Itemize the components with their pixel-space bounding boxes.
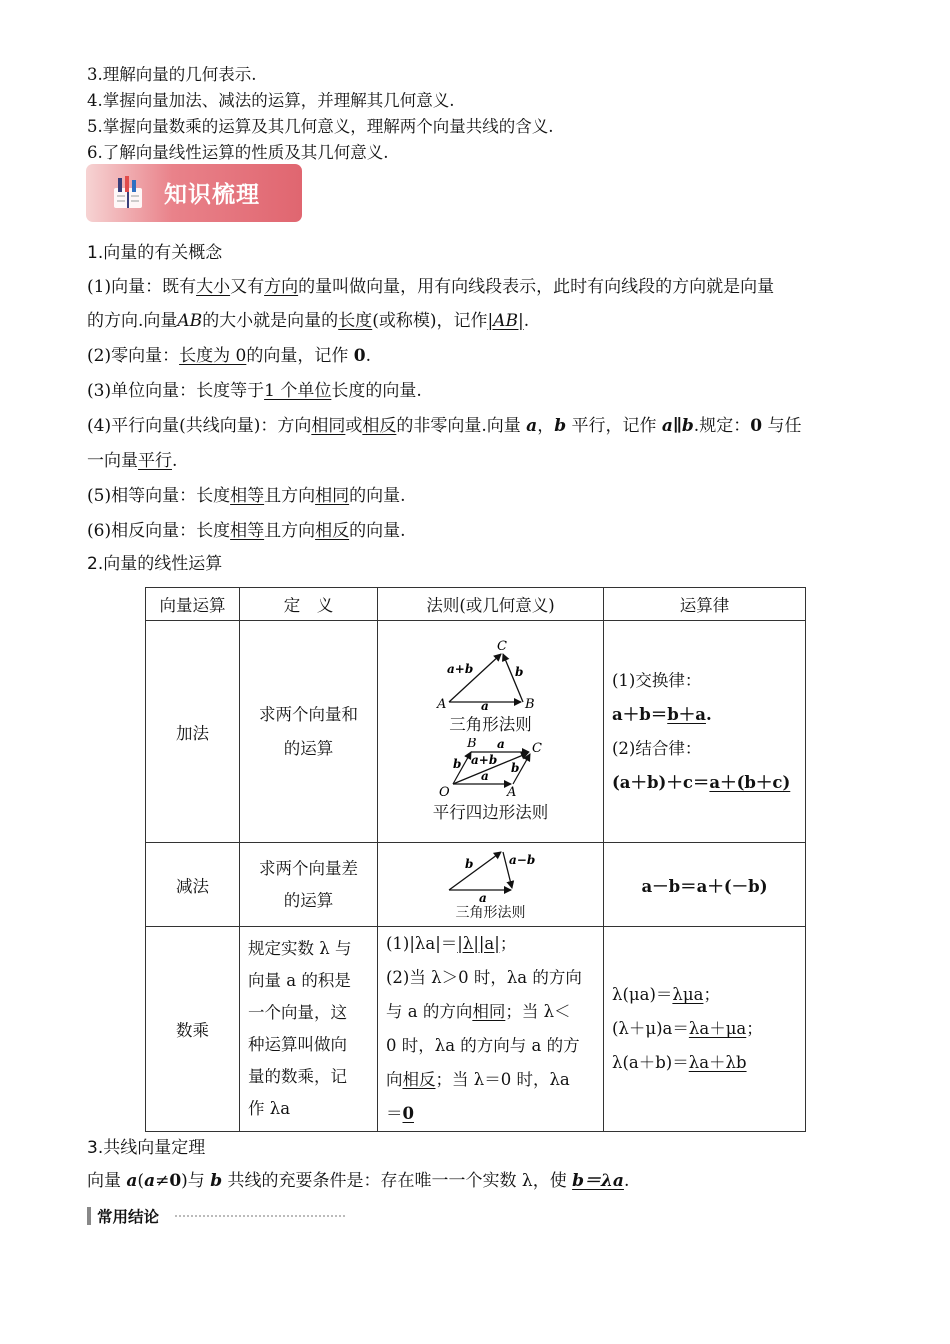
header-law: 运算律 (604, 588, 806, 621)
para-label-a-bottom: a (480, 768, 489, 783)
objective-3: 3.理解向量的几何表示. (87, 65, 257, 84)
subtraction-diagram (441, 848, 541, 904)
sub-label-a: a (478, 890, 487, 904)
tri-label-B: B (524, 696, 535, 712)
header-definition: 定 义 (240, 588, 378, 621)
law-sub: a－b＝a＋(－b) (604, 843, 806, 927)
rule-sub (378, 843, 604, 927)
concept-equal-vector: (5)相等向量：长度相等且方向相同的向量. (87, 486, 406, 506)
para-label-O: O (438, 784, 450, 800)
para-label-b-right: b (510, 760, 519, 775)
section1-heading: 1.向量的有关概念 (87, 243, 223, 263)
para-label-b-left: b (452, 756, 461, 771)
rule-add-parallelogram-label: 平行四边形法则 (432, 802, 549, 822)
para-label-B: B (466, 737, 477, 751)
tri-label-ab: a+b (446, 661, 473, 676)
book-icon (108, 174, 148, 214)
concept-zero-vector: (2)零向量：长度为 0的向量，记作 0. (87, 346, 371, 366)
def-add: 求两个向量和 的运算 (240, 621, 378, 843)
tri-label-a: a (480, 698, 489, 712)
common-conclusion-marker (87, 1205, 347, 1227)
para-label-a-top: a (496, 737, 505, 751)
op-mul: 数乘 (146, 927, 240, 1132)
concept-vector-cont: 的方向.向量AB的大小就是向量的长度(或称模)，记作|AB|. (87, 311, 530, 331)
def-sub: 求两个向量差 的运算 (240, 843, 378, 927)
concept-unit-vector: (3)单位向量：长度等于1 个单位长度的向量. (87, 381, 422, 401)
rule-add (378, 621, 604, 843)
banner-title: 知识梳理 (164, 182, 260, 208)
table-row-multiplication (146, 927, 806, 1132)
sub-label-b: b (464, 856, 473, 871)
law-add: (1)交换律： a＋b＝b＋a. (2)结合律： (a＋b)＋c＝a＋(b＋c) (604, 621, 806, 843)
concept-parallel-vector-cont: 一向量平行. (87, 451, 178, 471)
concept-parallel-vector: (4)平行向量(共线向量)：方向相同或相反的非零向量.向量 a，b 平行，记作 a∥b.规定：0 与任 (87, 416, 802, 436)
parallelogram-rule-diagram (431, 738, 551, 800)
objective-4: 4.掌握向量加法、减法的运算，并理解其几何意义. (87, 91, 455, 110)
sub-label-amb: a−b (508, 852, 535, 867)
section-banner (86, 164, 302, 222)
marker-bar (87, 1207, 91, 1225)
table-row-subtraction (146, 843, 806, 927)
rule-mul: (1)|λa|＝|λ||a|； (2)当 λ＞0 时，λa 的方向 与 a 的方向相同；当 λ＜ 0 时，λa 的方向与 a 的方 向相反；当 λ＝0 时，λa ＝0 (378, 927, 604, 1132)
concept-opposite-vector: (6)相反向量：长度相等且方向相反的向量. (87, 521, 406, 541)
tri-label-A: A (436, 696, 446, 712)
collinear-theorem: 向量 a(a≠0)与 b 共线的充要条件是：存在唯一一个实数 λ，使 b＝λa. (87, 1171, 630, 1191)
objective-6: 6.了解向量线性运算的性质及其几何意义. (87, 143, 389, 162)
objective-5: 5.掌握向量数乘的运算及其几何意义，理解两个向量共线的含义. (87, 117, 554, 136)
para-label-C: C (531, 740, 542, 756)
header-rule: 法则(或几何意义) (378, 588, 604, 621)
conclusion-label: 常用结论 (97, 1208, 160, 1226)
linear-operations-table (145, 587, 806, 1132)
triangle-rule-diagram (431, 640, 551, 712)
tri-label-b: b (514, 664, 523, 679)
section3-heading: 3.共线向量定理 (87, 1138, 206, 1158)
tri-label-C: C (496, 639, 507, 654)
op-add: 加法 (146, 621, 240, 843)
para-label-A: A (506, 784, 516, 800)
header-operation: 向量运算 (146, 588, 240, 621)
section2-heading: 2.向量的线性运算 (87, 554, 223, 574)
concept-vector: (1)向量：既有大小又有方向的量叫做向量，用有向线段表示，此时有向线段的方向就是向量 (87, 277, 775, 297)
rule-sub-label: 三角形法则 (455, 904, 526, 921)
rule-add-triangle-label: 三角形法则 (449, 714, 532, 734)
table-row-addition (146, 621, 806, 843)
op-sub: 减法 (146, 843, 240, 927)
def-mul: 规定实数 λ 与 向量 a 的积是 一个向量，这 种运算叫做向 量的数乘，记 作 λa (240, 927, 378, 1132)
para-label-ab: a+b (470, 752, 497, 767)
table-header-row (146, 588, 806, 621)
marker-dots (175, 1215, 345, 1217)
law-mul: λ(μa)＝λμa； (λ＋μ)a＝λa＋μa； λ(a＋b)＝λa＋λb (604, 927, 806, 1132)
